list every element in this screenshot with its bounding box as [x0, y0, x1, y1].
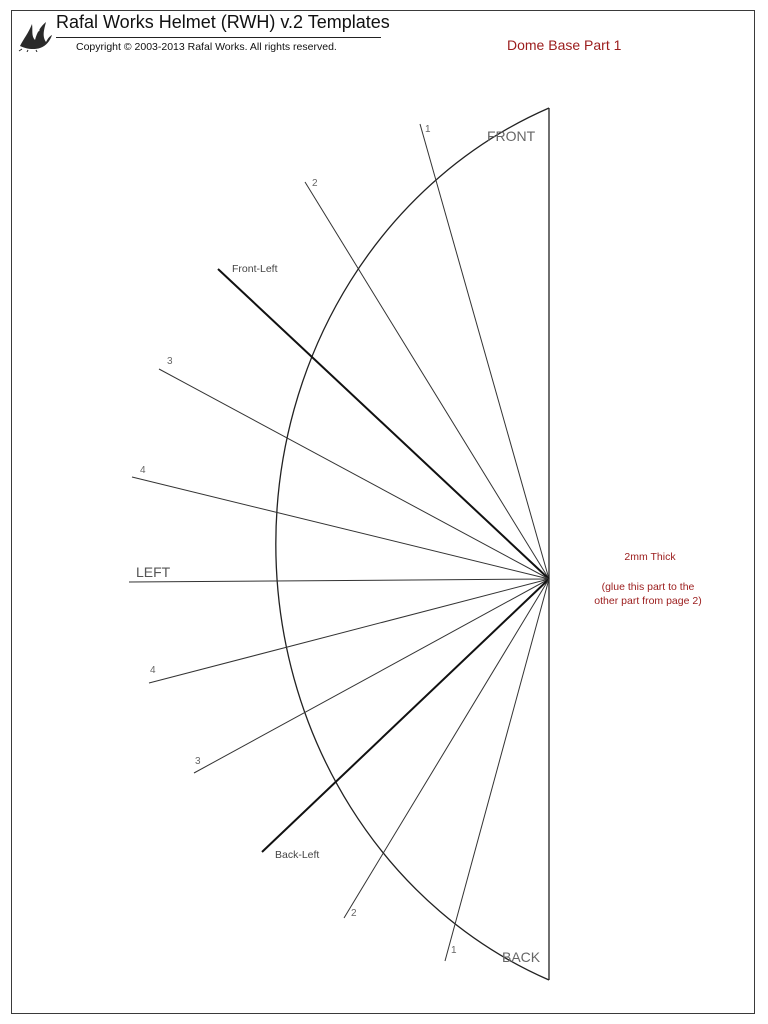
left-label: LEFT: [136, 564, 171, 580]
radial-line: [420, 124, 549, 579]
segment-number: 1: [451, 945, 457, 956]
segment-number: 2: [351, 908, 357, 919]
segment-number: 4: [140, 465, 146, 476]
glue-instruction-line-2: other part from page 2): [594, 595, 702, 607]
radial-line: [159, 369, 549, 579]
front-label: FRONT: [487, 128, 536, 144]
document-title: Rafal Works Helmet (RWH) v.2 Templates: [56, 12, 390, 32]
back-label: BACK: [502, 949, 541, 965]
segment-number: 2: [312, 178, 318, 189]
radial-line: [445, 579, 549, 961]
radial-line: [194, 579, 549, 773]
radial-line: [149, 579, 549, 683]
segment-number: 3: [195, 756, 201, 767]
radial-line: [132, 477, 549, 579]
segment-number: 1: [425, 124, 431, 135]
radial-line-front-left: [218, 269, 549, 579]
glue-instruction: [578, 580, 718, 608]
radial-line: [305, 182, 549, 579]
thickness-note: 2mm Thick: [624, 551, 676, 563]
back-left-label: Back-Left: [275, 849, 320, 861]
radial-line-back-left: [262, 579, 549, 852]
copyright-notice: Copyright © 2003-2013 Rafal Works. All rights reserved.: [76, 41, 337, 53]
segment-number: 3: [167, 356, 173, 367]
radial-line: [344, 579, 549, 918]
front-left-label: Front-Left: [232, 263, 278, 275]
glue-instruction-line-1: (glue this part to the: [601, 581, 695, 593]
radial-line-left: [129, 579, 549, 582]
part-title: Dome Base Part 1: [507, 37, 622, 53]
segment-number: 4: [150, 665, 156, 676]
